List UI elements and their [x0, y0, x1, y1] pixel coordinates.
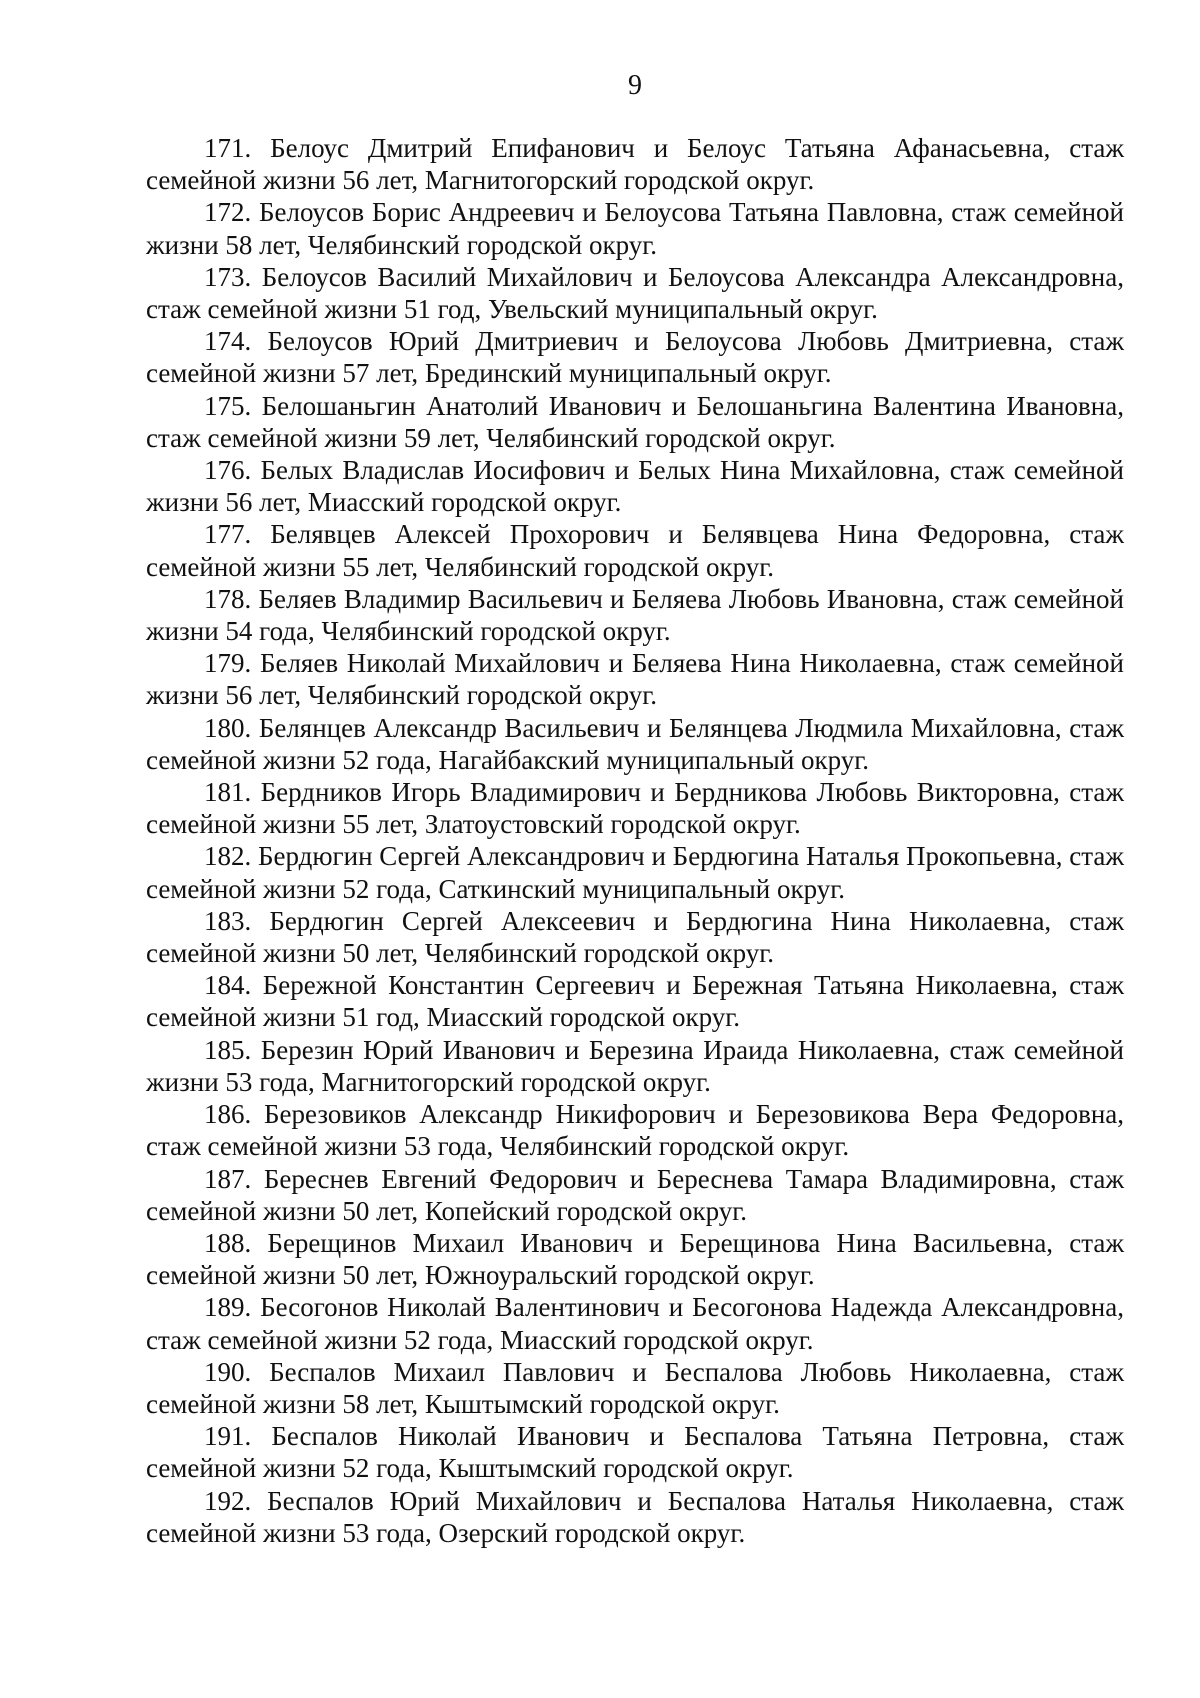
entry-list [146, 132, 1124, 1549]
list-item: 188. Берещинов Михаил Иванович и Берещинова Нина Васильевна, стаж семейной жизни 50 лет, Южноуральский городской округ. [146, 1227, 1124, 1291]
list-item: 176. Белых Владислав Иосифович и Белых Нина Михайловна, стаж семейной жизни 56 лет, Миасский городской округ. [146, 455, 1124, 518]
list-item: 175. Белошаньгин Анатолий Иванович и Белошаньгина Валентина Ивановна, стаж семейной жизни 59 лет, Челябинский городской округ. [146, 390, 1124, 453]
page-number: 9 [628, 70, 642, 101]
list-item: 189. Бесогонов Николай Валентинович и Бесогонова Надежда Александровна, стаж семейной жизни 52 года, Миасский городской округ. [146, 1292, 1124, 1355]
list-item: 186. Березовиков Александр Никифорович и Березовикова Вера Федоровна, стаж семейной жизни 53 года, Челябинский городской округ. [146, 1099, 1124, 1162]
list-item: 173. Белоусов Василий Михайлович и Белоусова Александра Александровна, стаж семейной жизни 51 год, Увельский муниципальный округ. [146, 261, 1124, 325]
list-item: 183. Бердюгин Сергей Алексеевич и Бердюгина Нина Николаевна, стаж семейной жизни 50 лет, Челябинский городской округ. [146, 905, 1124, 969]
list-item: 190. Беспалов Михаил Павлович и Беспалова Любовь Николаевна, стаж семейной жизни 58 лет, Кыштымский городской округ. [146, 1356, 1124, 1419]
list-item: 187. Береснев Евгений Федорович и Береснева Тамара Владимировна, стаж семейной жизни 50 лет, Копейский городской округ. [146, 1163, 1124, 1226]
list-item: 180. Белянцев Александр Васильевич и Белянцева Людмила Михайловна, стаж семейной жизни 52 года, Нагайбакский муниципальный округ. [146, 712, 1124, 775]
list-item: 182. Бердюгин Сергей Александрович и Бердюгина Наталья Прокопьевна, стаж семейной жизни 52 года, Саткинский муниципальный округ. [146, 841, 1124, 904]
list-item: 179. Беляев Николай Михайлович и Беляева Нина Николаевна, стаж семейной жизни 56 лет, Челябинский городской округ. [146, 648, 1124, 711]
list-item: 191. Беспалов Николай Иванович и Беспалова Татьяна Петровна, стаж семейной жизни 52 года, Кыштымский городской округ. [146, 1421, 1124, 1484]
list-item: 181. Бердников Игорь Владимирович и Бердникова Любовь Викторовна, стаж семейной жизни 55 лет, Златоустовский городской округ. [146, 777, 1124, 840]
list-item: 177. Белявцев Алексей Прохорович и Белявцева Нина Федоровна, стаж семейной жизни 55 лет, Челябинский городской округ. [146, 519, 1124, 582]
list-item: 178. Беляев Владимир Васильевич и Беляева Любовь Ивановна, стаж семейной жизни 54 года, Челябинский городской округ. [146, 583, 1124, 647]
list-item: 185. Березин Юрий Иванович и Березина Ираида Николаевна, стаж семейной жизни 53 года, Магнитогорский городской округ. [146, 1034, 1124, 1097]
list-item: 192. Беспалов Юрий Михайлович и Беспалова Наталья Николаевна, стаж семейной жизни 53 года, Озерский городской округ. [146, 1485, 1124, 1548]
list-item: 172. Белоусов Борис Андреевич и Белоусова Татьяна Павловна, стаж семейной жизни 58 лет, Челябинский городской округ. [146, 197, 1124, 260]
list-item: 171. Белоус Дмитрий Епифанович и Белоус Татьяна Афанасьевна, стаж семейной жизни 56 лет, Магнитогорский городской округ. [146, 133, 1124, 196]
list-item: 174. Белоусов Юрий Дмитриевич и Белоусова Любовь Дмитриевна, стаж семейной жизни 57 лет, Брединский муниципальный округ. [146, 326, 1124, 389]
list-item: 184. Бережной Константин Сергеевич и Бережная Татьяна Николаевна, стаж семейной жизни 51 год, Миасский городской округ. [146, 970, 1124, 1033]
